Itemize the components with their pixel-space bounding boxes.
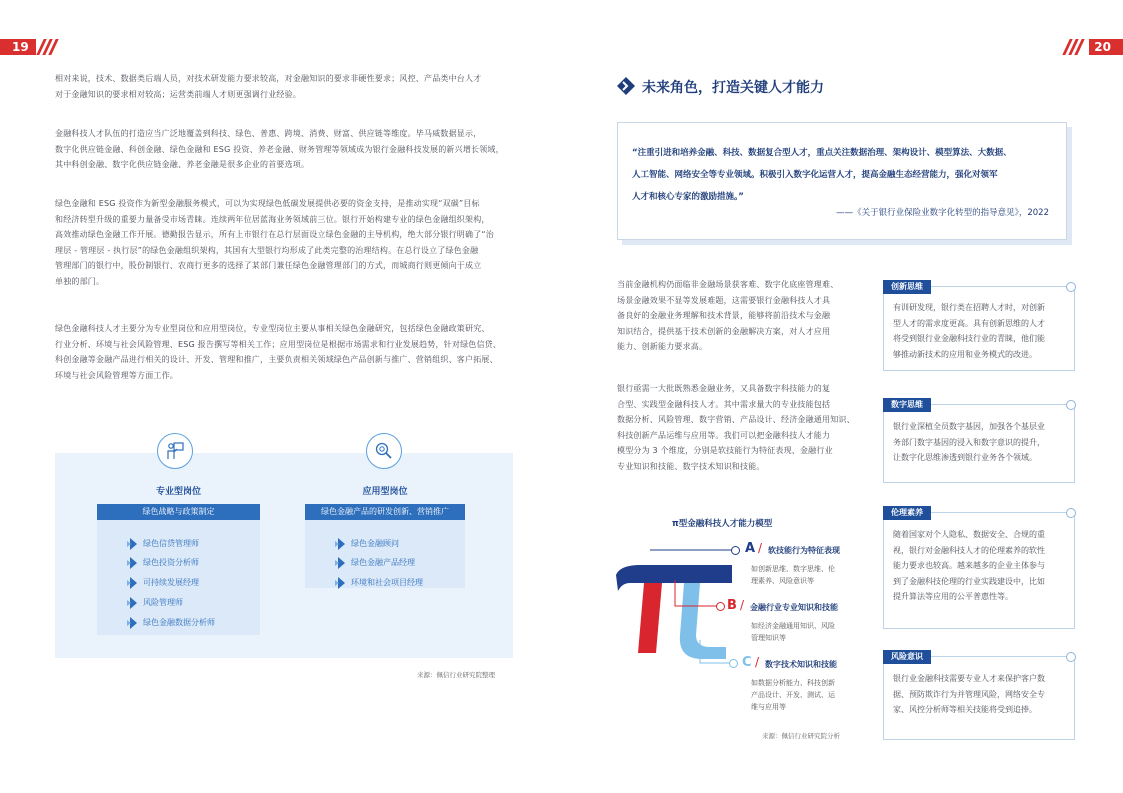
model-slash: /	[755, 655, 760, 669]
card-dot	[1066, 282, 1076, 292]
card-tag: 创新思维	[883, 280, 931, 294]
model-slash: /	[758, 541, 763, 555]
list-item: 环境和社会项目经理	[338, 576, 423, 590]
right-paragraph-1: 当前金融机构仍面临非金融场景获客难、数字化底座管理难、 场景金融效果不显等发展难题，这需要银行金融科技人才具 备良好的金融业务理解和技术背景，能够将前沿技术与金融 知识结合，提供基于技术创新的金融解决方案，对人才应用 能力、创新能力要求高。	[617, 280, 839, 351]
list-item: 绿色投资分析师	[130, 556, 199, 570]
left-paragraph-3: 绿色金融和 ESG 投资作为新型金融服务模式，可以为实现绿色低碳发展提供必要的资金支持，是推动实现“双碳”目标 和经济转型升级的重要力量备受市场青睐。连续两年位居蓝海业务领域前三位。银行开始构建专业的绿色金融组织架构， 高效推动绿色金融工作开展。德勤报告显示，所有上市银行在总行层面设立绿色金融的主导机构，绝大部分银行明确了“治 理层 - 管理层 - 执行层”的绿色金融组织架构，其国有大型银行均形成了此类完整的治理结构。在总行设立了绿色金融 管理部门的银行中，股份制银行、农商行更多的选择了某部门兼任绿色金融管理部门的方式，而城商行则更倾向于成立 单独的部门。	[55, 199, 494, 286]
model-letter-b: B	[727, 598, 737, 613]
list-item: 绿色金融顾问	[338, 537, 399, 551]
pi-model-title: π型金融科技人才能力模型	[672, 519, 773, 529]
model-letter-a: A	[745, 541, 756, 556]
section-title: 未来角色，打造关键人才能力	[642, 80, 824, 96]
list-item: 绿色金融产品经理	[338, 556, 415, 570]
card-tag: 伦理素养	[883, 506, 931, 520]
model-title-a: 软技能行为特征表现	[768, 546, 840, 555]
applied-jobs-title: 应用型岗位	[362, 487, 408, 497]
model-dot-a	[731, 546, 740, 555]
model-desc-a: 如创新思维、数字思维、伦 理素养、风险意识等	[751, 565, 835, 585]
applied-jobs-bar: 绿色金融产品的研发创新、营销推广	[305, 504, 465, 520]
list-item: 可持续发展经理	[130, 576, 199, 590]
card-text: 银行业深植全员数字基因，加强各个基层业 务部门数字基因的浸入和数字意识的提升， 让数字化思维渗透到银行业务各个领域。	[893, 422, 1045, 462]
model-desc-c: 如数据分析能力、科技创新 产品设计、开发、测试、运 维与应用等	[751, 679, 835, 711]
left-paragraph-2: 金融科技人才队伍的打造应当广泛地覆盖到科技、绿色、普惠、跨境、消费、财富、供应链等维度。毕马威数据显示， 数字化供应链金融、科创金融、绿色金融和 ESG 投资、养老金融、财务管理等领域成为银行金融科技发展的新兴增长领域， 其中科创金融、数字化供应链金融、养老金融是很多企业的首要选项。	[55, 129, 504, 169]
model-slash: /	[740, 598, 745, 612]
quote-source: ——《关于银行业保险业数字化转型的指导意见》，2022	[836, 208, 1049, 218]
professional-jobs-bar: 绿色战略与政策制定	[97, 504, 260, 520]
card-text: 有训研发现，银行类在招聘人才时，对创新 型人才的需求度更高。具有创新思维的人才 将受到银行业金融科技行业的青睐，他们能 够推动新技术的应用和业务模式的改进。	[893, 303, 1045, 359]
right-slash-decoration	[1066, 39, 1084, 55]
right-page-number: 20	[1089, 39, 1123, 55]
card-tag: 数字思维	[883, 398, 931, 412]
list-item: 风险管理师	[130, 596, 183, 610]
card-text: 随着国家对个人隐私、数据安全、合规的重 视，银行对金融科技人才的伦理素养的软性 能力要求也较高。越来越多的企业主体参与 到了金融科技伦理的行业实践建设中，比如 提升算法等应用的公平普惠性等。	[893, 530, 1045, 601]
model-title-b: 金融行业专业知识和技能	[750, 603, 838, 612]
quote-text: “注重引进和培养金融、科技、数据复合型人才，重点关注数据治理、架构设计、模型算法、大数据、 人工智能、网络安全等专业领域。积极引入数字化运营人才，提高金融生态经营能力，强化对领军 人才和核心专家的激励措施。”	[632, 148, 1012, 202]
card-dot	[1066, 400, 1076, 410]
left-source: 来源：佩信行业研究院整理	[417, 671, 495, 679]
left-page-number: 19	[0, 39, 36, 55]
card-tag: 风险意识	[883, 650, 931, 664]
list-item: 绿色信贷管理师	[130, 537, 199, 551]
model-dot-b	[716, 602, 725, 611]
list-item: 绿色金融数据分析师	[130, 616, 215, 630]
presenter-icon	[157, 433, 193, 469]
right-source: 来源：佩信行业研究院分析	[762, 732, 840, 740]
model-desc-b: 如经济金融通用知识、风险 管理知识等	[751, 622, 835, 642]
left-slash-decoration	[40, 39, 58, 55]
model-title-c: 数字技术知识和技能	[765, 660, 837, 669]
magnifier-icon	[366, 433, 402, 469]
card-dot	[1066, 508, 1076, 518]
model-letter-c: C	[742, 655, 752, 670]
left-paragraph-1: 相对来说，技术、数据类后端人员，对技术研发能力要求较高，对金融知识的要求非硬性要求；风控、产品类中台人才 对于金融知识的要求相对较高；运营类前端人才则更强调行业经验。	[55, 74, 482, 99]
right-paragraph-2: 银行亟需一大批既熟悉金融业务，又具备数字科技能力的复 合型、实践型金融科技人才。其中需求量大的专业技能包括 数据分析、风险管理、数字营销、产品设计、经济金融通用知识、 科技创新产品运维与应用等。我们可以把金融科技人才能力 模型分为 3 个维度，分别是软技能行为特征表现、金融行业 专业知识和技能、数字技术知识和技能。	[617, 384, 855, 471]
left-paragraph-4: 绿色金融科技人才主要分为专业型岗位和应用型岗位，专业型岗位主要从事相关绿色金融研究，包括绿色金融政策研究、 行业分析、环境与社会风险管理、ESG 报告撰写等相关工作；应用型岗位是根据市场需求和行业发展趋势，针对绿色信贷、 科创金融等金融产品进行相关的设计、开发、管理和推广，主要负责相关领域绿色产品创新与推广、营销组织、客户拓展、 环境与社会风险管理等方面工作。	[55, 324, 502, 380]
model-dot-c	[729, 659, 738, 668]
section-chevron-icon	[617, 77, 635, 95]
professional-jobs-title: 专业型岗位	[155, 487, 201, 497]
card-dot	[1066, 652, 1076, 662]
card-text: 银行业金融科技需要专业人才来保护客户数 据、预防欺诈行为并管理风险，网络安全专 家、风控分析师等相关技能将受到追捧。	[893, 674, 1045, 714]
